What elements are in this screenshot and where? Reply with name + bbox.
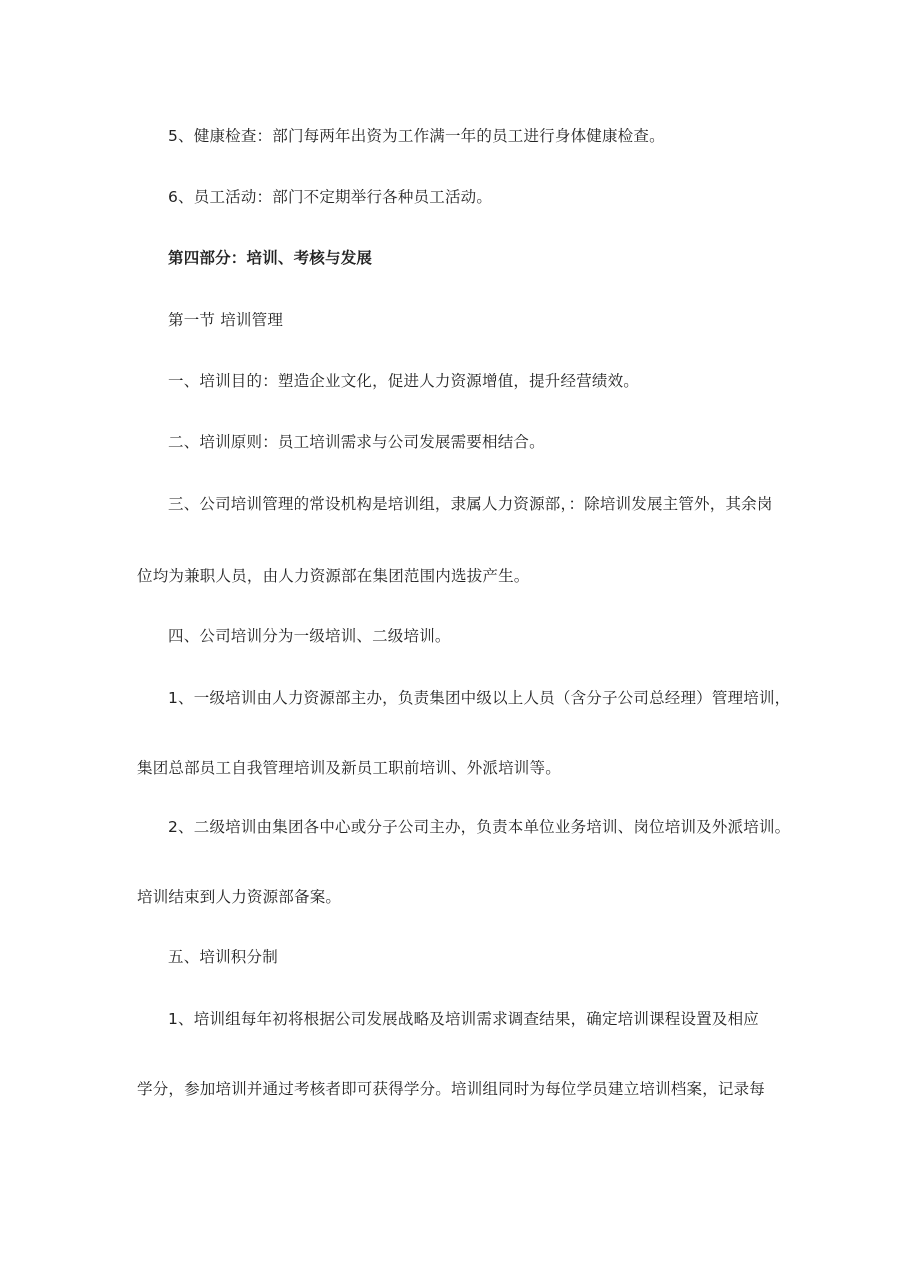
paragraph-training-purpose: 一、培训目的：塑造企业文化，促进人力资源增值，提升经营绩效。 (168, 372, 640, 390)
paragraph-credit-rule: 1、培训组每年初将根据公司发展战略及培训需求调查结果，确定培训课程设置及相应 (168, 1010, 759, 1028)
paragraph-level-one-training: 1、一级培训由人力资源部主办，负责集团中级以上人员（含分子公司总经理）管理培训， (168, 689, 791, 707)
paragraph-credit-system: 五、培训积分制 (168, 948, 278, 966)
paragraph-health-check: 5、健康检查：部门每两年出资为工作满一年的员工进行身体健康检查。 (168, 127, 665, 145)
paragraph-credit-rule-cont: 学分，参加培训并通过考核者即可获得学分。培训组同时为每位学员建立培训档案，记录每 (137, 1080, 766, 1098)
paragraph-level-one-training-cont: 集团总部员工自我管理培训及新员工职前培训、外派培训等。 (137, 759, 561, 777)
paragraph-level-two-training: 2、二级培训由集团各中心或分子公司主办，负责本单位业务培训、岗位培训及外派培训。 (168, 818, 791, 836)
subsection-heading-training-management: 第一节 培训管理 (168, 311, 284, 329)
paragraph-level-two-training-cont: 培训结束到人力资源部备案。 (137, 888, 342, 906)
paragraph-training-organization-cont: 位均为兼职人员，由人力资源部在集团范围内选拔产生。 (137, 567, 530, 585)
section-heading-part-four: 第四部分：培训、考核与发展 (168, 249, 373, 267)
paragraph-training-levels: 四、公司培训分为一级培训、二级培训。 (168, 627, 451, 645)
paragraph-training-organization: 三、公司培训管理的常设机构是培训组，隶属人力资源部，：除培训发展主管外，其余岗 (168, 495, 773, 513)
paragraph-training-principle: 二、培训原则：员工培训需求与公司发展需要相结合。 (168, 433, 545, 451)
paragraph-employee-activities: 6、员工活动：部门不定期举行各种员工活动。 (168, 188, 493, 206)
